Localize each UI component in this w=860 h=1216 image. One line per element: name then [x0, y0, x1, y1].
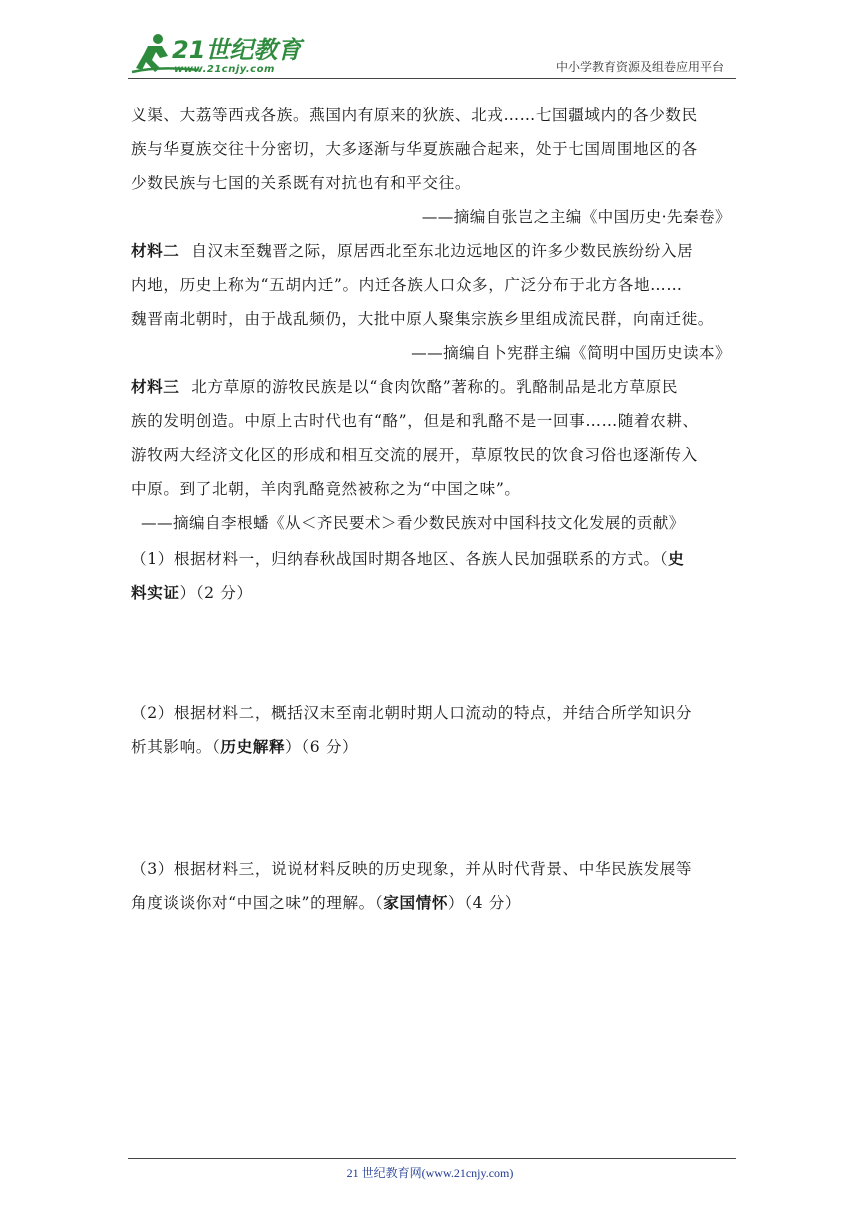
question-1 [131, 542, 731, 610]
question-2-score: ）（6 分） [285, 738, 359, 756]
question-3-score: ）（4 分） [448, 894, 522, 912]
question-1-tag-part2: 料实证 [131, 584, 180, 602]
material-one-line: 义渠、大荔等西戎各族。燕国内有原来的狄族、北戎……七国疆域内的各少数民 [131, 106, 698, 124]
question-1-line1 [131, 542, 731, 576]
material-one-line: 少数民族与七国的关系既有对抗也有和平交往。 [131, 174, 472, 192]
material-two-text: 自汉末至魏晋之际，原居西北至东北边远地区的许多少数民族纷纷入居 [191, 242, 694, 260]
material-three-source: ——摘编自李根蟠《从＜齐民要术＞看少数民族对中国科技文化发展的贡献》 [141, 514, 685, 532]
question-1-text: （1）根据材料一，归纳春秋战国时期各地区、各族人民加强联系的方式。（ [131, 550, 669, 568]
question-2-line1: （2）根据材料二，概括汉末至南北朝时期人口流动的特点，并结合所学知识分 [131, 704, 693, 722]
answer-space-2[interactable] [131, 764, 731, 850]
question-3 [131, 852, 731, 920]
question-3-line1: （3）根据材料三，说说材料反映的历史现象，并从时代背景、中华民族发展等 [131, 860, 693, 878]
question-2-line2 [131, 730, 731, 764]
svg-text:21世纪教育: 21世纪教育 [172, 36, 302, 64]
material-two-line [131, 234, 731, 268]
material-two [131, 234, 731, 370]
question-2 [131, 696, 731, 764]
question-3-line2 [131, 886, 731, 920]
page-content [131, 98, 731, 920]
answer-space-1[interactable] [131, 610, 731, 694]
material-three [131, 370, 731, 540]
page-header [128, 30, 736, 80]
material-three-line: 族的发明创造。中原上古时代也有“酪”，但是和乳酪不是一回事……随着农耕、 [131, 412, 699, 430]
material-three-label: 材料三 [131, 378, 180, 396]
material-three-line: 游牧两大经济文化区的形成和相互交流的展开，草原牧民的饮食习俗也逐渐传入 [131, 446, 698, 464]
material-two-line: 魏晋南北朝时，由于战乱频仍，大批中原人聚集宗族乡里组成流民群，向南迁徙。 [131, 310, 714, 328]
question-3-text: 角度谈谈你对“中国之味”的理解。（ [131, 894, 384, 912]
svg-text:www.21cnjy.com: www.21cnjy.com [174, 64, 275, 75]
material-three-line: 中原。到了北朝，羊肉乳酪竟然被称之为“中国之味”。 [131, 480, 521, 498]
material-three-text: 北方草原的游牧民族是以“食肉饮酪”著称的。乳酪制品是北方草原民 [191, 378, 679, 396]
logo-21cnjy [128, 30, 328, 78]
header-divider [128, 78, 736, 79]
material-one-source: ——摘编自张岂之主编《中国历史·先秦卷》 [421, 208, 731, 226]
material-one [131, 98, 731, 234]
question-3-tag: 家国情怀 [383, 894, 449, 912]
question-1-line2 [131, 576, 731, 610]
question-1-tag-part1: 史 [668, 550, 685, 568]
question-2-text: 析其影响。（ [131, 738, 221, 756]
header-platform-text: 中小学教育资源及组卷应用平台 [555, 60, 724, 74]
question-2-tag: 历史解释 [220, 738, 286, 756]
question-1-score: ）（2 分） [179, 584, 253, 602]
footer-text[interactable]: 21 世纪教育网(www.21cnjy.com) [346, 1166, 514, 1180]
material-two-line: 内地，历史上称为“五胡内迁”。内迁各族人口众多，广泛分布于北方各地…… [131, 276, 683, 294]
material-one-line: 族与华夏族交往十分密切，大多逐渐与华夏族融合起来，处于七国周围地区的各 [131, 140, 698, 158]
footer-divider [128, 1158, 736, 1159]
material-two-label: 材料二 [131, 242, 180, 260]
material-three-line [131, 370, 731, 404]
material-two-source: ——摘编自卜宪群主编《简明中国历史读本》 [411, 344, 731, 362]
